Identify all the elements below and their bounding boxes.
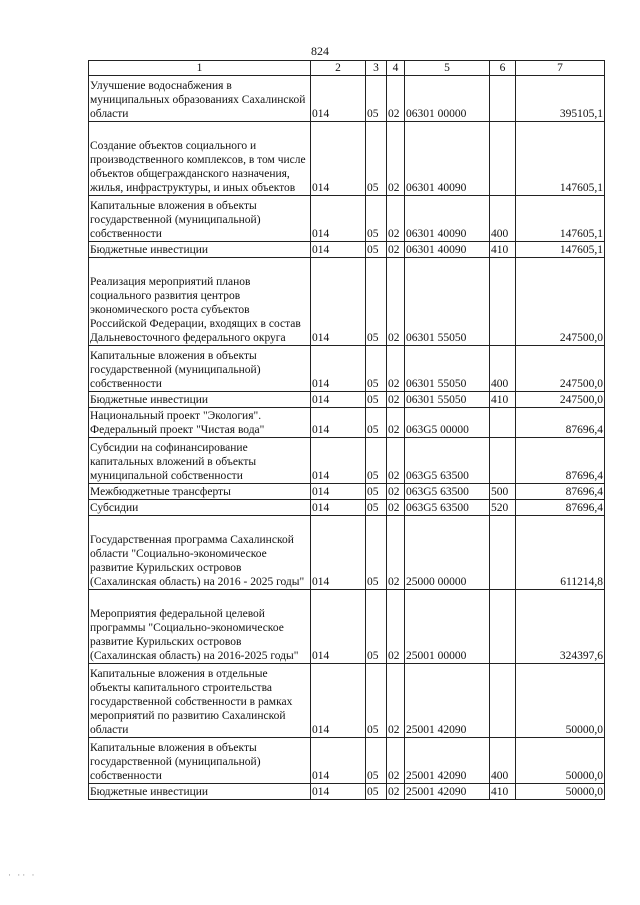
- row-name: Бюджетные инвестиции: [89, 242, 311, 258]
- row-expense-type: 410: [490, 242, 516, 258]
- column-header-5: 5: [405, 61, 490, 76]
- row-amount: 395105,1: [516, 76, 605, 122]
- row-expense-type: [490, 590, 516, 664]
- row-expense-type: 520: [490, 500, 516, 516]
- row-section: 05: [366, 76, 387, 122]
- row-amount: 147605,1: [516, 122, 605, 196]
- row-grbs: 014: [311, 590, 366, 664]
- table-row: [89, 122, 605, 196]
- table-row: [89, 738, 605, 784]
- row-target-article: 063G5 00000: [405, 408, 490, 438]
- row-name: Межбюджетные трансферты: [89, 484, 311, 500]
- row-grbs: 014: [311, 438, 366, 484]
- row-section: 05: [366, 500, 387, 516]
- row-name: Капитальные вложения в отдельные объекты капитального строительства государственной собственности в рамках мероприятий по развитию Сахалинской области: [89, 664, 311, 738]
- row-subsection: 02: [387, 784, 405, 800]
- row-section: 05: [366, 346, 387, 392]
- row-grbs: 014: [311, 258, 366, 346]
- row-expense-type: 500: [490, 484, 516, 500]
- row-amount: 611214,8: [516, 516, 605, 590]
- row-target-article: 06301 40090: [405, 242, 490, 258]
- row-grbs: 014: [311, 500, 366, 516]
- row-amount: 87696,4: [516, 484, 605, 500]
- table-row: [89, 196, 605, 242]
- row-name: Мероприятия федеральной целевой программы "Социально-экономическое развитие Курильских островов (Сахалинская область) на 2016-2025 годы": [89, 590, 311, 664]
- row-section: 05: [366, 484, 387, 500]
- row-grbs: 014: [311, 346, 366, 392]
- table-row: [89, 484, 605, 500]
- table-row: [89, 438, 605, 484]
- row-target-article: 25000 00000: [405, 516, 490, 590]
- row-amount: 147605,1: [516, 196, 605, 242]
- table-row: [89, 784, 605, 800]
- row-amount: 50000,0: [516, 738, 605, 784]
- row-amount: 50000,0: [516, 784, 605, 800]
- table-row: [89, 500, 605, 516]
- row-name: Капитальные вложения в объекты государственной (муниципальной) собственности: [89, 196, 311, 242]
- row-name: Капитальные вложения в объекты государственной (муниципальной) собственности: [89, 346, 311, 392]
- row-grbs: 014: [311, 408, 366, 438]
- table-row: [89, 346, 605, 392]
- column-header-6: 6: [490, 61, 516, 76]
- row-grbs: 014: [311, 664, 366, 738]
- row-subsection: 02: [387, 516, 405, 590]
- row-name: Субсидии на софинансирование капитальных вложений в объекты муниципальной собственности: [89, 438, 311, 484]
- row-expense-type: [490, 408, 516, 438]
- row-target-article: 06301 40090: [405, 196, 490, 242]
- row-subsection: 02: [387, 438, 405, 484]
- row-grbs: 014: [311, 242, 366, 258]
- row-target-article: 25001 42090: [405, 738, 490, 784]
- row-name: Бюджетные инвестиции: [89, 392, 311, 408]
- table-row: [89, 242, 605, 258]
- row-expense-type: 400: [490, 738, 516, 784]
- row-section: 05: [366, 392, 387, 408]
- row-expense-type: 410: [490, 392, 516, 408]
- row-amount: 324397,6: [516, 590, 605, 664]
- row-target-article: 25001 42090: [405, 664, 490, 738]
- row-target-article: 06301 55050: [405, 392, 490, 408]
- row-name: Бюджетные инвестиции: [89, 784, 311, 800]
- row-name: Улучшение водоснабжения в муниципальных образованиях Сахалинской области: [89, 76, 311, 122]
- row-amount: 87696,4: [516, 438, 605, 484]
- table-row: [89, 258, 605, 346]
- row-expense-type: 400: [490, 196, 516, 242]
- table-row: [89, 664, 605, 738]
- row-target-article: 06301 55050: [405, 346, 490, 392]
- row-subsection: 02: [387, 196, 405, 242]
- row-section: 05: [366, 784, 387, 800]
- row-name: Национальный проект "Экология". Федеральный проект "Чистая вода": [89, 408, 311, 438]
- table-row: [89, 590, 605, 664]
- row-grbs: 014: [311, 516, 366, 590]
- row-amount: 87696,4: [516, 408, 605, 438]
- row-section: 05: [366, 196, 387, 242]
- row-subsection: 02: [387, 664, 405, 738]
- row-name: Субсидии: [89, 500, 311, 516]
- row-expense-type: 410: [490, 784, 516, 800]
- table-row: [89, 408, 605, 438]
- table-header-row: [89, 61, 605, 76]
- row-section: 05: [366, 242, 387, 258]
- row-section: 05: [366, 664, 387, 738]
- row-grbs: 014: [311, 484, 366, 500]
- row-amount: 247500,0: [516, 258, 605, 346]
- row-expense-type: [490, 438, 516, 484]
- row-section: 05: [366, 590, 387, 664]
- row-section: 05: [366, 408, 387, 438]
- row-section: 05: [366, 258, 387, 346]
- row-expense-type: [490, 122, 516, 196]
- row-grbs: 014: [311, 122, 366, 196]
- row-subsection: 02: [387, 392, 405, 408]
- row-subsection: 02: [387, 408, 405, 438]
- row-section: 05: [366, 438, 387, 484]
- column-header-7: 7: [516, 61, 605, 76]
- row-grbs: 014: [311, 784, 366, 800]
- row-amount: 87696,4: [516, 500, 605, 516]
- row-grbs: 014: [311, 76, 366, 122]
- row-grbs: 014: [311, 738, 366, 784]
- budget-table: [88, 60, 605, 800]
- scan-marks: · ·· ·: [8, 870, 37, 880]
- page-number: 824: [311, 44, 329, 58]
- row-subsection: 02: [387, 76, 405, 122]
- row-subsection: 02: [387, 500, 405, 516]
- row-section: 05: [366, 516, 387, 590]
- row-grbs: 014: [311, 196, 366, 242]
- row-target-article: 06301 00000: [405, 76, 490, 122]
- column-header-4: 4: [387, 61, 405, 76]
- table-row: [89, 76, 605, 122]
- row-subsection: 02: [387, 484, 405, 500]
- row-target-article: 063G5 63500: [405, 484, 490, 500]
- row-expense-type: [490, 258, 516, 346]
- column-header-3: 3: [366, 61, 387, 76]
- row-name: Реализация мероприятий планов социального развития центров экономического роста субъектов Российской Федерации, входящих в состав Дальневосточного федерального округа: [89, 258, 311, 346]
- row-subsection: 02: [387, 242, 405, 258]
- row-grbs: 014: [311, 392, 366, 408]
- row-expense-type: [490, 664, 516, 738]
- row-amount: 50000,0: [516, 664, 605, 738]
- row-name: Капитальные вложения в объекты государственной (муниципальной) собственности: [89, 738, 311, 784]
- row-subsection: 02: [387, 346, 405, 392]
- row-subsection: 02: [387, 738, 405, 784]
- row-target-article: 063G5 63500: [405, 438, 490, 484]
- row-subsection: 02: [387, 258, 405, 346]
- column-header-2: 2: [311, 61, 366, 76]
- row-name: Создание объектов социального и производственного комплексов, в том числе объектов общегражданского назначения, жилья, инфраструктуры, и иных объектов: [89, 122, 311, 196]
- row-target-article: 063G5 63500: [405, 500, 490, 516]
- row-section: 05: [366, 122, 387, 196]
- row-name: Государственная программа Сахалинской области "Социально-экономическое развитие Курильских островов (Сахалинская область) на 2016 - 2025 годы": [89, 516, 311, 590]
- row-target-article: 25001 42090: [405, 784, 490, 800]
- table-row: [89, 516, 605, 590]
- row-target-article: 06301 40090: [405, 122, 490, 196]
- column-header-1: 1: [89, 61, 311, 76]
- row-expense-type: [490, 76, 516, 122]
- row-target-article: 06301 55050: [405, 258, 490, 346]
- table-row: [89, 392, 605, 408]
- row-subsection: 02: [387, 590, 405, 664]
- row-target-article: 25001 00000: [405, 590, 490, 664]
- row-section: 05: [366, 738, 387, 784]
- row-expense-type: 400: [490, 346, 516, 392]
- row-amount: 147605,1: [516, 242, 605, 258]
- row-subsection: 02: [387, 122, 405, 196]
- row-expense-type: [490, 516, 516, 590]
- table-body: [89, 76, 605, 800]
- row-amount: 247500,0: [516, 346, 605, 392]
- row-amount: 247500,0: [516, 392, 605, 408]
